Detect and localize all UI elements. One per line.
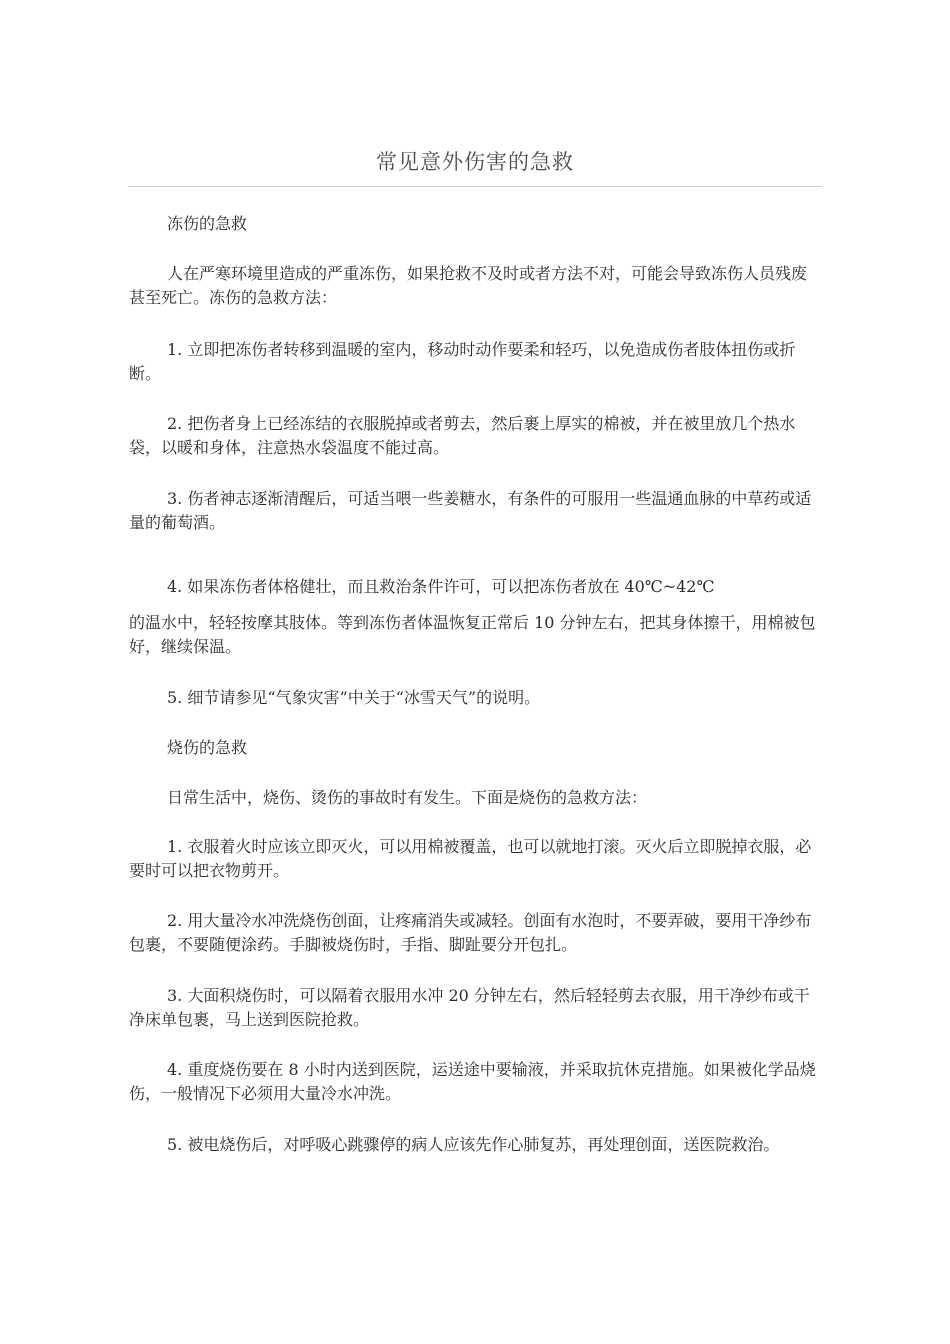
title-divider xyxy=(128,186,822,187)
paragraph-burns-step-1: 1. 衣服着火时应该立即灭火，可以用棉被覆盖，也可以就地打滚。灭火后立即脱掉衣服，必要时可以把衣物剪开。 xyxy=(129,837,812,880)
paragraph-frostbite-step-5: 5. 细节请参见“气象灾害”中关于“冰雪天气”的说明。 xyxy=(167,688,541,707)
paragraph-burns-step-5: 5. 被电烧伤后，对呼吸心跳骤停的病人应该先作心肺复苏，再处理创面，送医院救治。 xyxy=(167,1135,780,1154)
paragraph-frostbite-step-2: 2. 把伤者身上已经冻结的衣服脱掉或者剪去，然后裹上厚实的棉被，并在被里放几个热水袋，以暖和身体，注意热水袋温度不能过高。 xyxy=(129,414,796,457)
page-title: 常见意外伤害的急救 xyxy=(376,150,574,174)
paragraph-frostbite-step-4: 4. 如果冻伤者体格健壮，而且救治条件许可，可以把冻伤者放在 40℃~42℃ xyxy=(167,577,715,596)
section-heading-frostbite: 冻伤的急救 xyxy=(167,214,248,233)
paragraph-burns-intro: 日常生活中，烧伤、烫伤的事故时有发生。下面是烧伤的急救方法： xyxy=(167,788,648,807)
paragraph-frostbite-intro: 人在严寒环境里造成的严重冻伤，如果抢救不及时或者方法不对，可能会导致冻伤人员残废甚至死亡。冻伤的急救方法： xyxy=(129,264,808,307)
paragraph-frostbite-step-1: 1. 立即把冻伤者转移到温暖的室内，移动时动作要柔和轻巧，以免造成伤者肢体扭伤或折断。 xyxy=(129,340,796,383)
paragraph-burns-step-2: 2. 用大量冷水冲洗烧伤创面，让疼痛消失或减轻。创面有水泡时，不要弄破，要用干净纱布包裹，不要随便涂药。手脚被烧伤时，手指、脚趾要分开包扎。 xyxy=(129,911,812,954)
paragraph-frostbite-step-4-cont: 的温水中，轻轻按摩其肢体。等到冻伤者体温恢复正常后 10 分钟左右，把其身体擦干，用棉被包好，继续保温。 xyxy=(129,613,816,656)
paragraph-frostbite-step-3: 3. 伤者神志逐渐清醒后，可适当喂一些姜糖水，有条件的可服用一些温通血脉的中草药或适量的葡萄酒。 xyxy=(129,489,812,532)
paragraph-burns-step-3: 3. 大面积烧伤时，可以隔着衣服用水冲 20 分钟左右，然后轻轻剪去衣服，用干净纱布或干净床单包裹，马上送到医院抢救。 xyxy=(129,986,810,1029)
section-heading-burns: 烧伤的急救 xyxy=(167,738,248,757)
paragraph-burns-step-4: 4. 重度烧伤要在 8 小时内送到医院，运送途中要输液，并采取抗休克措施。如果被化学品烧伤，一般情况下必须用大量冷水冲洗。 xyxy=(129,1060,816,1103)
